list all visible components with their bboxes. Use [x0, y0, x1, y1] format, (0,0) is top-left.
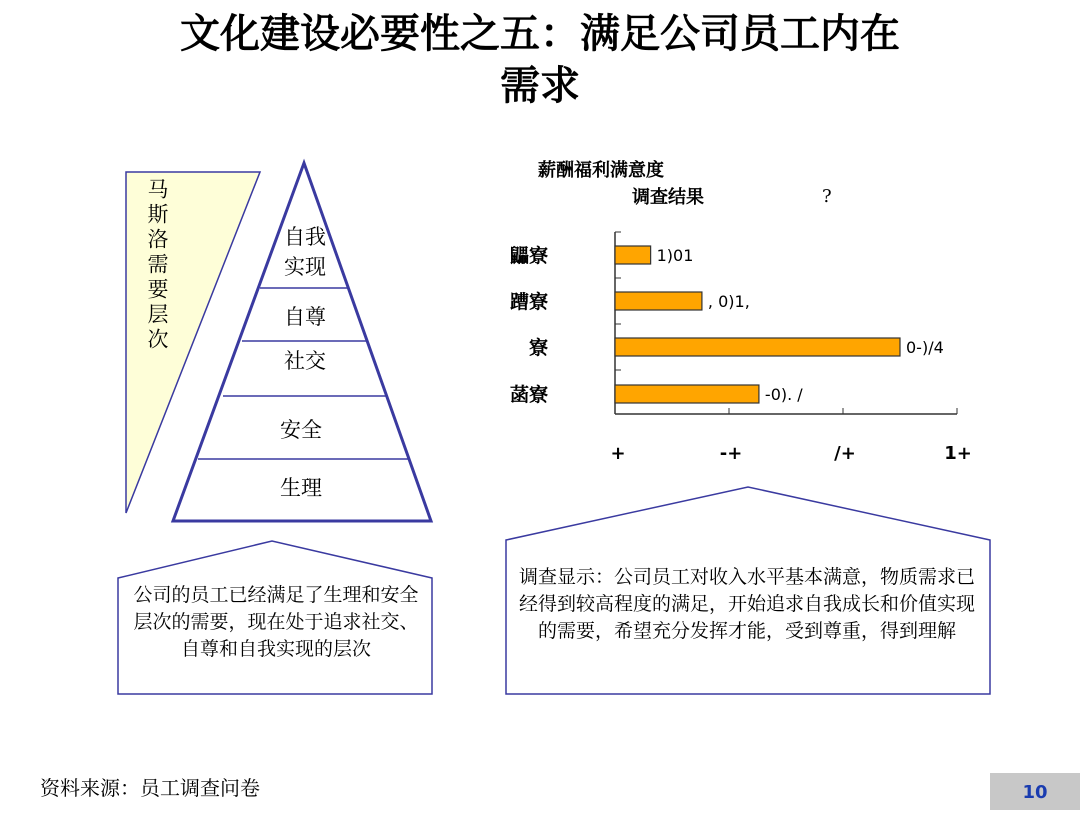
chart-x-tick-label: 1+	[944, 443, 972, 464]
chart-category-label: 鼺寮	[509, 245, 548, 267]
chart-x-tick-label: -+	[719, 443, 743, 464]
chart-bar	[615, 385, 759, 403]
left-callout-text: 公司的员工已经满足了生理和安全层次的需要，现在处于追求社交、自尊和自我实现的层次	[133, 584, 419, 660]
chart-value-label: -0). /	[764, 385, 803, 404]
chart-title-line2: 调查结果	[632, 187, 704, 208]
level-physiological: 生理	[280, 476, 322, 500]
chart-bar	[615, 292, 702, 310]
chart-value-label: 0-)/4	[906, 338, 944, 357]
chart-category-label: 菡寮	[509, 384, 548, 406]
chart-value-label: , 0)1,	[707, 292, 750, 311]
chart-bar	[615, 338, 900, 356]
chart-bar	[615, 246, 651, 264]
chart-x-tick-label: /+	[834, 443, 856, 464]
page-number: 10	[990, 773, 1080, 810]
level-self-actualization: 自我 实现	[284, 225, 326, 279]
chart-title-marker: ?	[822, 186, 832, 207]
chart-value-label: 1)01	[656, 246, 694, 265]
page-title-line1: 文化建设必要性之五：满足公司员工内在	[180, 11, 900, 57]
level-safety: 安全	[280, 418, 322, 442]
chart-title-line1: 薪酬福利满意度	[538, 160, 664, 181]
chart-category-label: 蹧寮	[509, 291, 548, 313]
level-social: 社交	[284, 349, 326, 373]
chart-x-tick-label: +	[610, 443, 626, 464]
level-esteem: 自尊	[284, 305, 326, 329]
chart-category-label: 寮	[528, 337, 548, 359]
page-title-line2: 需求	[500, 63, 580, 109]
right-callout-text: 调查显示：公司员工对收入水平基本满意，物质需求已经得到较高程度的满足，开始追求自我成长和价值实现的需要，希望充分发挥才能，受到尊重，得到理解	[518, 566, 975, 642]
maslow-label: 马斯洛需要层次	[145, 178, 169, 353]
source-note: 资料来源：员工调查问卷	[40, 776, 260, 800]
